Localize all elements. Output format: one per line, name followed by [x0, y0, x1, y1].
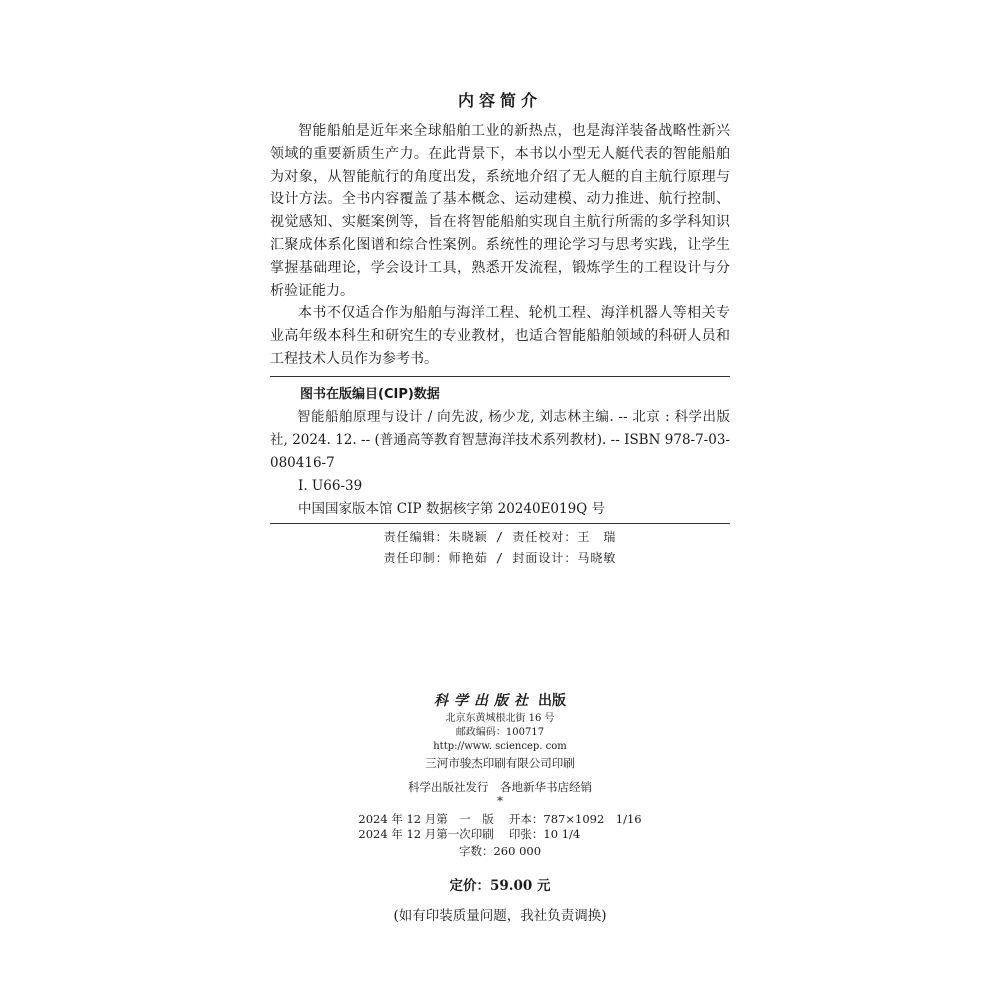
word-count: 字数：260 000: [458, 844, 542, 858]
edition-info: [358, 812, 641, 842]
summary-text: [270, 120, 730, 371]
price-value: 59.00 元: [490, 878, 551, 894]
printing-line: 2024 年 12 月第一次印刷 印张：10 1/4: [358, 827, 581, 841]
quality-note: (如有印装质量问题，我社负责调换): [393, 908, 607, 924]
staff-line-editors: 责任编辑：朱晓颖 / 责任校对：王 瑞: [383, 530, 617, 544]
publisher-url: http://www. sciencep. com: [433, 741, 567, 752]
price-line: [0, 874, 1000, 894]
cip-top-rule: [270, 376, 730, 377]
publisher-postcode: 邮政编码：100717: [455, 727, 545, 738]
distribution-line: 科学出版社发行 各地新华书店经销: [408, 780, 592, 794]
cip-record-body: 智能船舶原理与设计 / 向先波, 杨少龙, 刘志林主编. -- 北京 : 科学出版社, 2024. 12. -- (普通高等教育智慧海洋技术系列教材). -- ISBN 978-7-03-080416-7: [270, 409, 730, 471]
publisher-line: [0, 690, 1000, 712]
price-label: 定价：: [449, 878, 490, 894]
summary-paragraph: 本书不仅适合作为船舶与海洋工程、轮机工程、海洋机器人等相关专业高年级本科生和研究生的专业教材，也适合智能船舶领域的科研人员和工程技术人员作为参考书。: [270, 305, 730, 367]
separator-star: *: [497, 794, 503, 808]
summary-paragraph: 智能船舶是近年来全球船舶工业的新热点，也是海洋装备战略性新兴领域的重要新质生产力。在此背景下，本书以小型无人艇代表的智能船舶为对象，从智能航行的角度出发，系统地介绍了无人艇的自主航行原理与设计方法。全书内容覆盖了基本概念、运动建模、动力推进、航行控制、视觉感知、实艇案例等，旨在将智能船舶实现自主航行所需的多学科知识汇聚成体系化图谱和综合性案例。系统性的理论学习与思考实践，让学生掌握基础理论，学会设计工具，熟悉开发流程，锻炼学生的工程设计与分析验证能力。: [270, 123, 730, 299]
cip-block: [270, 376, 730, 524]
staff-credits: [0, 527, 1000, 569]
summary-title: 内容简介: [457, 91, 542, 110]
colophon: [0, 690, 1000, 924]
printer-line: 三河市骏杰印刷有限公司印刷: [425, 756, 575, 770]
cip-classification: Ⅰ. U66-39: [298, 478, 363, 494]
staff-line-production: 责任印制：师艳茹 / 封面设计：马晓敏: [383, 551, 617, 565]
publisher-address: 北京东黄城根北街 16 号: [445, 713, 555, 724]
edition-line: 2024 年 12 月第 一 版 开本：787×1092 1/16: [358, 812, 642, 826]
cip-bottom-rule: [270, 523, 730, 524]
publisher-logotype: 科学出版社: [434, 693, 534, 709]
publisher-suffix: 出版: [538, 693, 566, 709]
cip-record-number: 中国国家版本馆 CIP 数据核字第 20240E019Q 号: [298, 501, 606, 517]
cip-heading: 图书在版编目(CIP)数据: [300, 387, 440, 402]
